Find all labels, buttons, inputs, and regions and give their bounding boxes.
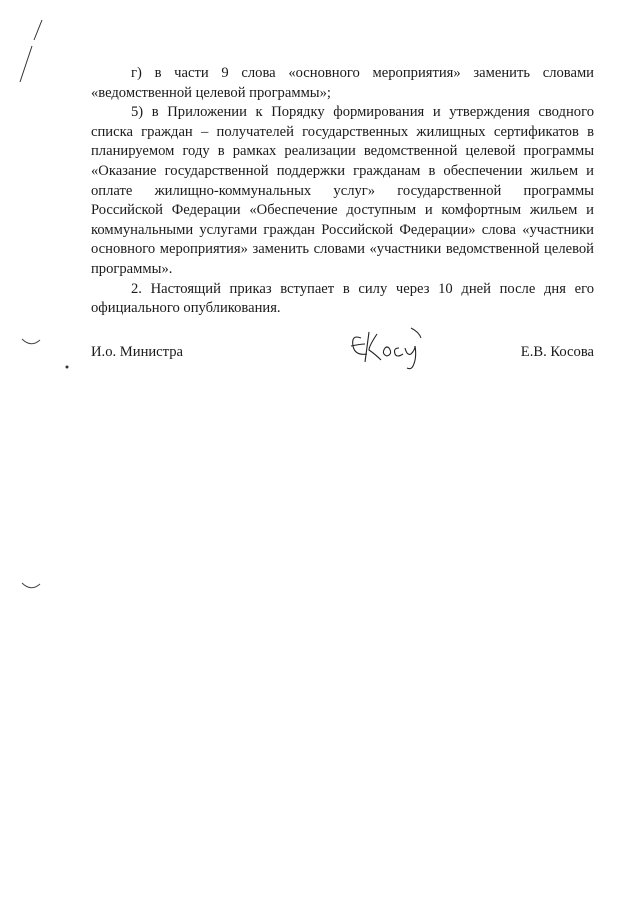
signatory-name: Е.В. Косова	[520, 344, 594, 360]
scan-artifact-slash	[12, 18, 52, 88]
paragraph-item-g: г) в части 9 слова «основного мероприятия» заменить словами «ведомственной целевой программы»;	[91, 65, 594, 101]
punch-hole-mark-bottom	[20, 580, 42, 592]
document-body	[91, 64, 594, 319]
paragraph-item-2: 2. Настоящий приказ вступает в силу через 10 дней после дня его официального опубликования.	[91, 280, 594, 317]
scan-dot	[64, 364, 70, 370]
signatory-position: И.о. Министра	[91, 344, 183, 360]
punch-hole-mark-top	[20, 336, 42, 348]
signature-block	[91, 336, 594, 376]
paragraph-item-5: 5) в Приложении к Порядку формирования и утверждения сводного списка граждан – получателей государственных жилищных сертификатов в планируемом году в рамках реализации ведомственной целевой программы «Оказание государственной поддержки гражданам в обеспечении жильем и оплате жилищно-коммунальных услуг» государственной программы Российской Федерации «Обеспечение доступным и комфортным жильем и коммунальными услугами граждан Российской Федерации» слова «участники основного мероприятия» заменить словами «участники ведомственной целевой программы».	[91, 104, 594, 277]
handwritten-signature	[347, 324, 427, 374]
